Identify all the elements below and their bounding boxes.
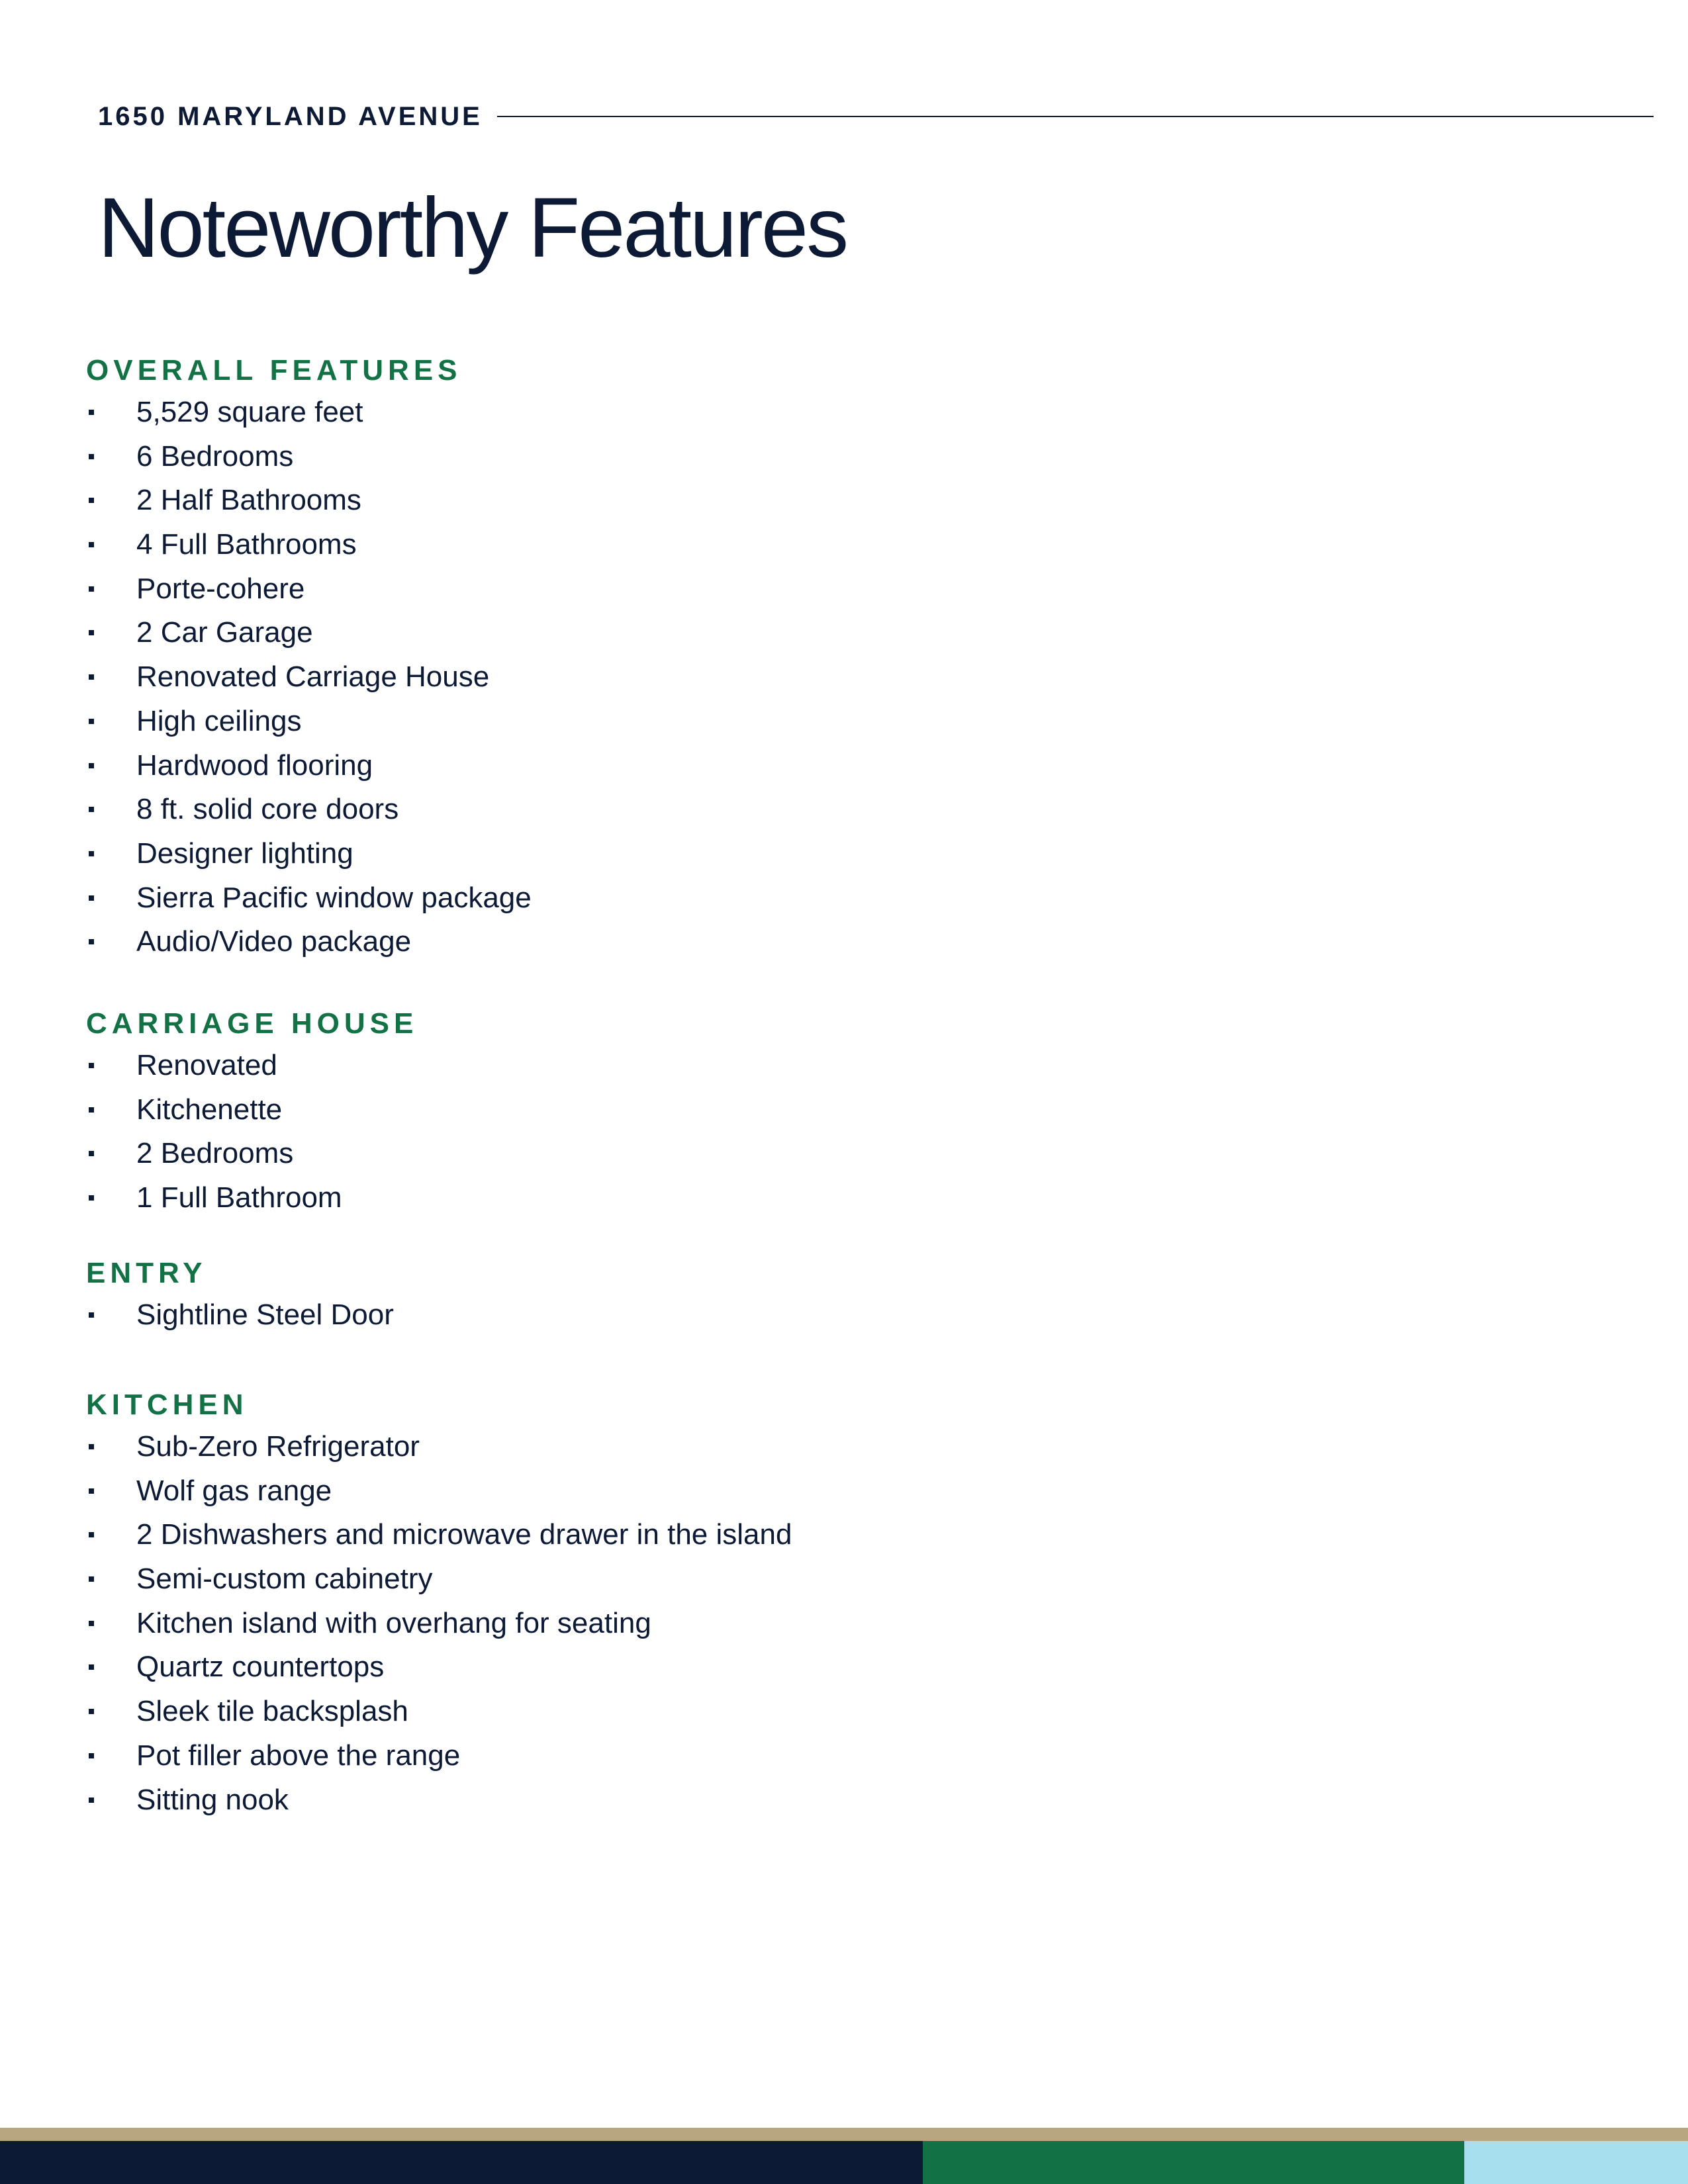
list-item-text: 8 ft. solid core doors	[136, 793, 399, 826]
square-bullet-icon	[89, 630, 94, 635]
square-bullet-icon	[89, 807, 94, 812]
list-item	[86, 1425, 792, 1469]
footer-color-bands	[0, 2128, 1688, 2184]
section-entry	[86, 1253, 394, 1338]
list-item	[86, 876, 532, 921]
square-bullet-icon	[89, 895, 94, 901]
square-bullet-icon	[89, 1532, 94, 1537]
property-address: 1650 MARYLAND AVENUE	[98, 101, 483, 131]
list-item	[86, 1734, 792, 1778]
list-item-text: Kitchen island with overhang for seating	[136, 1606, 651, 1639]
square-bullet-icon	[89, 410, 94, 415]
list-item-text: High ceilings	[136, 704, 302, 737]
section-heading: ENTRY	[86, 1257, 207, 1289]
list-item-text: Kitchenette	[136, 1093, 283, 1126]
list-item	[86, 611, 532, 655]
section-heading: KITCHEN	[86, 1388, 248, 1421]
feature-list	[86, 1044, 418, 1220]
section-carriage-house	[86, 1004, 418, 1220]
list-item-text: 4 Full Bathrooms	[136, 528, 357, 561]
list-item	[86, 700, 532, 744]
square-bullet-icon	[89, 1709, 94, 1714]
list-item-text: 2 Half Bathrooms	[136, 484, 361, 517]
list-item-text: Semi-custom cabinetry	[136, 1563, 433, 1596]
list-item	[86, 1690, 792, 1734]
footer-band-light-blue	[1464, 2141, 1688, 2184]
list-item	[86, 920, 532, 964]
list-item-text: Sub-Zero Refrigerator	[136, 1430, 420, 1463]
square-bullet-icon	[89, 1664, 94, 1670]
list-item	[86, 1513, 792, 1557]
section-overall-features	[86, 351, 532, 964]
square-bullet-icon	[89, 1797, 94, 1803]
list-item	[86, 1293, 394, 1338]
square-bullet-icon	[89, 1312, 94, 1318]
list-item	[86, 478, 532, 523]
list-item-text: 2 Dishwashers and microwave drawer in the island	[136, 1518, 792, 1551]
square-bullet-icon	[89, 1488, 94, 1494]
square-bullet-icon	[89, 939, 94, 944]
list-item-text: Sleek tile backsplash	[136, 1695, 408, 1728]
square-bullet-icon	[89, 1621, 94, 1626]
section-kitchen	[86, 1385, 792, 1822]
list-item-text: 6 Bedrooms	[136, 439, 294, 473]
square-bullet-icon	[89, 1576, 94, 1582]
feature-list	[86, 1425, 792, 1822]
list-item	[86, 523, 532, 567]
feature-list	[86, 390, 532, 964]
page-title: Noteworthy Features	[98, 181, 847, 275]
square-bullet-icon	[89, 586, 94, 592]
list-item-text: Renovated Carriage House	[136, 660, 490, 694]
list-item-text: 2 Bedrooms	[136, 1137, 294, 1170]
list-item-text: Sierra Pacific window package	[136, 881, 532, 914]
square-bullet-icon	[89, 498, 94, 503]
square-bullet-icon	[89, 763, 94, 768]
list-item	[86, 1176, 418, 1220]
section-heading: OVERALL FEATURES	[86, 354, 462, 387]
header	[98, 98, 1654, 135]
square-bullet-icon	[89, 851, 94, 856]
square-bullet-icon	[89, 1151, 94, 1156]
header-divider	[497, 116, 1654, 117]
list-item	[86, 832, 532, 876]
square-bullet-icon	[89, 1444, 94, 1449]
list-item-text: Wolf gas range	[136, 1474, 332, 1507]
list-item-text: 2 Car Garage	[136, 616, 313, 649]
list-item	[86, 1132, 418, 1176]
list-item-text: Porte-cohere	[136, 572, 305, 605]
list-item-text: Sitting nook	[136, 1783, 289, 1816]
list-item	[86, 390, 532, 435]
list-item-text: Hardwood flooring	[136, 749, 373, 782]
list-item-text: 1 Full Bathroom	[136, 1181, 342, 1214]
square-bullet-icon	[89, 674, 94, 680]
list-item	[86, 655, 532, 700]
list-item	[86, 788, 532, 832]
list-item	[86, 1557, 792, 1602]
list-item	[86, 1469, 792, 1514]
list-item	[86, 1645, 792, 1690]
list-item-text: Audio/Video package	[136, 925, 412, 958]
feature-list	[86, 1293, 394, 1338]
section-heading: CARRIAGE HOUSE	[86, 1007, 418, 1040]
list-item-text: 5,529 square feet	[136, 396, 363, 428]
footer-band-navy	[0, 2141, 923, 2184]
footer-band-tan	[0, 2128, 1688, 2141]
list-item-text: Designer lighting	[136, 837, 353, 870]
square-bullet-icon	[89, 1063, 94, 1068]
list-item-text: Pot filler above the range	[136, 1739, 461, 1772]
list-item	[86, 744, 532, 788]
square-bullet-icon	[89, 1107, 94, 1113]
square-bullet-icon	[89, 454, 94, 459]
list-item-text: Quartz countertops	[136, 1651, 385, 1684]
list-item	[86, 1778, 792, 1823]
list-item	[86, 1044, 418, 1088]
square-bullet-icon	[89, 542, 94, 547]
list-item	[86, 1602, 792, 1646]
square-bullet-icon	[89, 719, 94, 724]
footer-band-green	[923, 2141, 1464, 2184]
list-item	[86, 1088, 418, 1132]
list-item-text: Sightline Steel Door	[136, 1298, 394, 1331]
square-bullet-icon	[89, 1753, 94, 1758]
list-item-text: Renovated	[136, 1049, 277, 1081]
square-bullet-icon	[89, 1195, 94, 1201]
list-item	[86, 567, 532, 612]
list-item	[86, 435, 532, 479]
